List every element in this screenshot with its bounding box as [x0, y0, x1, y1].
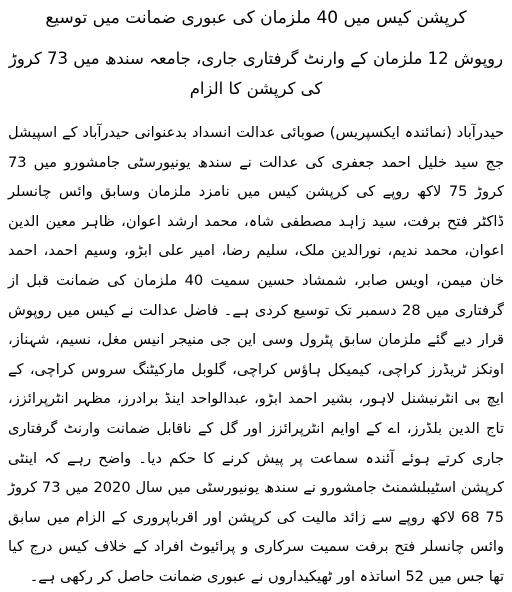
subheadline: روپوش 12 ملزمان کے وارنٹ گرفتاری جاری، جامعہ سندھ میں 73 کروڑ کی کرپشن کا الزام [8, 49, 504, 98]
article-body: حیدرآباد (نمائندہ ایکسپریس) صوبائی عدالت انسداد بدعنوانی حیدرآباد کے اسپیشل جج سید خلیل احمد جعفری کی عدالت نے سندھ یونیورسٹی جامشورو میں 73 کروڑ 75 لاکھ روپے کی کرپشن کیس میں نامزد ملزمان وسابق وائس چانسلر ڈاکٹر فتح برفت، سید زاہد مصطفی شاہ، محمد ارشد اعوان، ظاہر معین الدین اعوان، محمد ندیم، نورالدین ملک، سلیم رضا، امیر علی ابڑو، وسیم احمد، احمد خان میمن، اویس صابر، شمشاد حسین سمیت 40 ملزمان کی ضمانت قبل از گرفتاری میں 28 دسمبر تک توسیع کردی ہے۔ فاضل عدالت نے کیس میں روپوش قرار دیے گئے ملزمان سابق پٹرول وسی این جی منیجر انیس مغل، نسیم، شہناز، اونکز ٹریڈرز کراچی، کیمیکل ہاؤس کراچی، گلوبل مارکیٹنگ سروس کراچی، کے ایچ بی انٹرنیشنل لاہور، بشیر احمد ابڑو، عبدالواحد اینڈ برادرز، مظہر انٹرپرائزز، تاج الدین بلڈرز، اے کے اوایم انٹرپرائزز اور گل کے ناقابل ضمانت وارنٹ گرفتاری جاری کرتے ہوئے آئندہ سماعت پر پیش کرنے کا حکم دیا۔ واضح رہے کہ اینٹی کرپشن اسٹیبلشمنٹ جامشورو نے سندھ یونیورسٹی میں سال 2020 میں 73 کروڑ 75 68 لاکھ روپے سے زائد مالیت کی کرپشن اور اقرباپروری کے الزام میں سابق وائس چانسلر فتح برفت سمیت سرکاری و پرائیوٹ افراد کے خلاف کیس درج کیا تھا جس میں 52 اساتذہ اور ٹھیکیداروں نے عبوری ضمانت حاصل کر رکھی ہے۔ [8, 124, 505, 585]
headline: کرپشن کیس میں 40 ملزمان کی عبوری ضمانت میں توسیع [45, 8, 467, 28]
